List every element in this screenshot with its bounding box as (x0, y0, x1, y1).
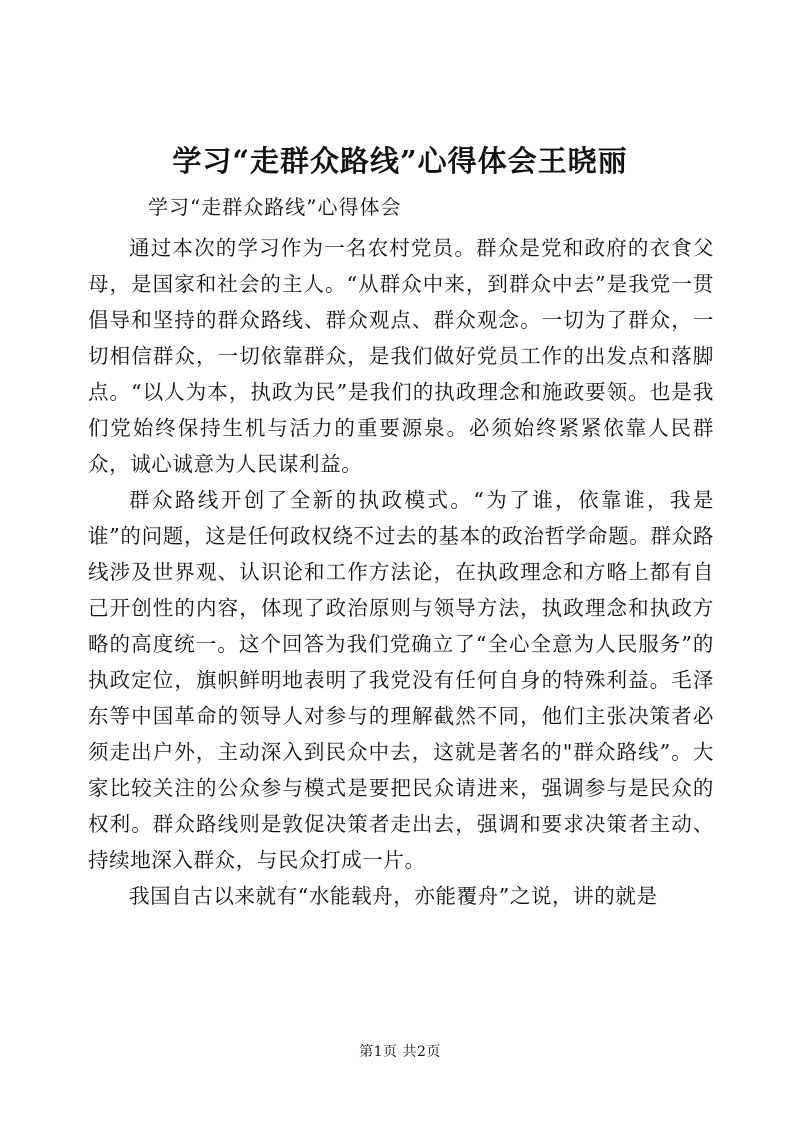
page-number-footer: 第1页 共2页 (359, 1044, 441, 1060)
document-title: 学习“走群众路线”心得体会王晓丽 (172, 144, 628, 178)
paragraph-3: 我国自古以来就有“水能载舟，亦能覆舟”之说，讲的就是 (129, 884, 658, 908)
paragraph-2: 群众路线开创了全新的执政模式。“为了谁，依靠谁，我是谁”的问题，这是任何政权绕不过去的基本的政治哲学命题。群众路线涉及世界观、认识论和工作方法论，在执政理念和方略上都有自己开创性的内容，体现了政治原则与领导方法，执政理念和执政方略的高度统一。这个回答为我们党确立了“全心全意为人民服务”的执政定位，旗帜鲜明地表明了我党没有任何自身的特殊利益。毛泽东等中国革命的领导人对参与的理解截然不同，他们主张决策者必须走出户外，主动深入到民众中去，这就是著名的"群众路线”。大家比较关注的公众参与模式是要把民众请进来，强调参与是民众的权利。群众路线则是敦促决策者走出去，强调和要求决策者主动、持续地深入群众，与民众打成一片。 (88, 488, 714, 872)
document-subtitle: 学习“走群众路线”心得体会 (148, 195, 402, 219)
document-body (88, 230, 714, 914)
paragraph-1: 通过本次的学习作为一名农村党员。群众是党和政府的衣食父母，是国家和社会的主人。“从群众中来，到群众中去”是我党一贯倡导和坚持的群众路线、群众观点、群众观念。一切为了群众，一切相信群众，一切依靠群众，是我们做好党员工作的出发点和落脚点。“以人为本，执政为民”是我们的执政理念和施政要领。也是我们党始终保持生机与活力的重要源泉。必须始终紧紧依靠人民群众，诚心诚意为人民谋利益。 (88, 236, 714, 476)
